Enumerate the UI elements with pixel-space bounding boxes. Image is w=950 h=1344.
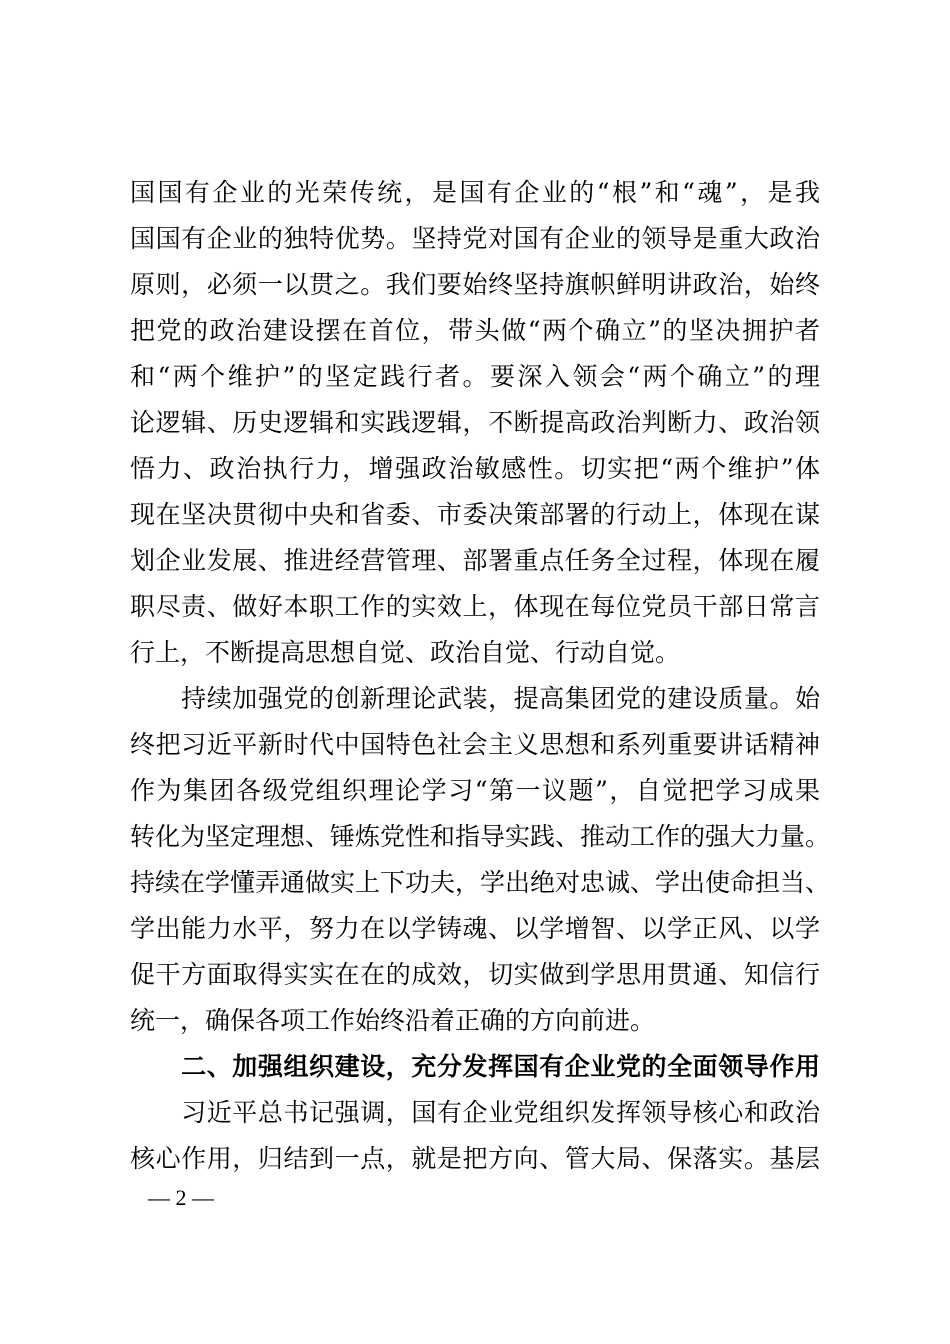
text-line: 学出能力水平，努力在以学铸魂、以学增智、以学正风、以学 (130, 914, 820, 943)
text-line: 作为集团各级党组织理论学习“第一议题”，自觉把学习成果 (130, 776, 820, 805)
text-line: 论逻辑、历史逻辑和实践逻辑，不断提高政治判断力、政治领 (130, 408, 820, 437)
text-line: 和“两个维护”的坚定践行者。要深入领会“两个确立”的理 (130, 362, 820, 391)
text-line: 转化为坚定理想、锤炼党性和指导实践、推动工作的强大力量。 (130, 822, 831, 851)
text-line: 现在坚决贯彻中央和省委、市委决策部署的行动上，体现在谋 (130, 500, 820, 529)
text-line: 统一，确保各项工作始终沿着正确的方向前进。 (130, 1006, 656, 1035)
text-line: 划企业发展、推进经营管理、部署重点任务全过程，体现在履 (130, 546, 820, 575)
text-line: 终把习近平新时代中国特色社会主义思想和系列重要讲话精神 (130, 730, 820, 759)
section-heading: 二、加强组织建设，充分发挥国有企业党的全面领导作用 (130, 1052, 820, 1081)
text-line: 促干方面取得实实在在的成效，切实做到学思用贯通、知信行 (130, 960, 820, 989)
text-line: 国国有企业的光荣传统，是国有企业的“根”和“魂”，是我 (130, 178, 820, 207)
text-line: 核心作用，归结到一点，就是把方向、管大局、保落实。基层 (130, 1144, 820, 1173)
text-line: 原则，必须一以贯之。我们要始终坚持旗帜鲜明讲政治，始终 (130, 270, 820, 299)
text-line: 持续加强党的创新理论武装，提高集团党的建设质量。始 (130, 684, 820, 713)
text-line: 习近平总书记强调，国有企业党组织发挥领导核心和政治 (130, 1098, 820, 1127)
text-line: 悟力、政治执行力，增强政治敏感性。切实把“两个维护”体 (130, 454, 820, 483)
text-line: 把党的政治建设摆在首位，带头做“两个确立”的坚决拥护者 (130, 316, 820, 345)
body-text (130, 170, 831, 1182)
text-line: 职尽责、做好本职工作的实效上，体现在每位党员干部日常言 (130, 592, 820, 621)
text-line: 行上，不断提高思想自觉、政治自觉、行动自觉。 (130, 638, 681, 667)
text-line: 持续在学懂弄通做实上下功夫，学出绝对忠诚、学出使命担当、 (130, 868, 831, 897)
text-line: 国国有企业的独特优势。坚持党对国有企业的领导是重大政治 (130, 224, 820, 253)
page-number: — 2 — (148, 1185, 214, 1210)
